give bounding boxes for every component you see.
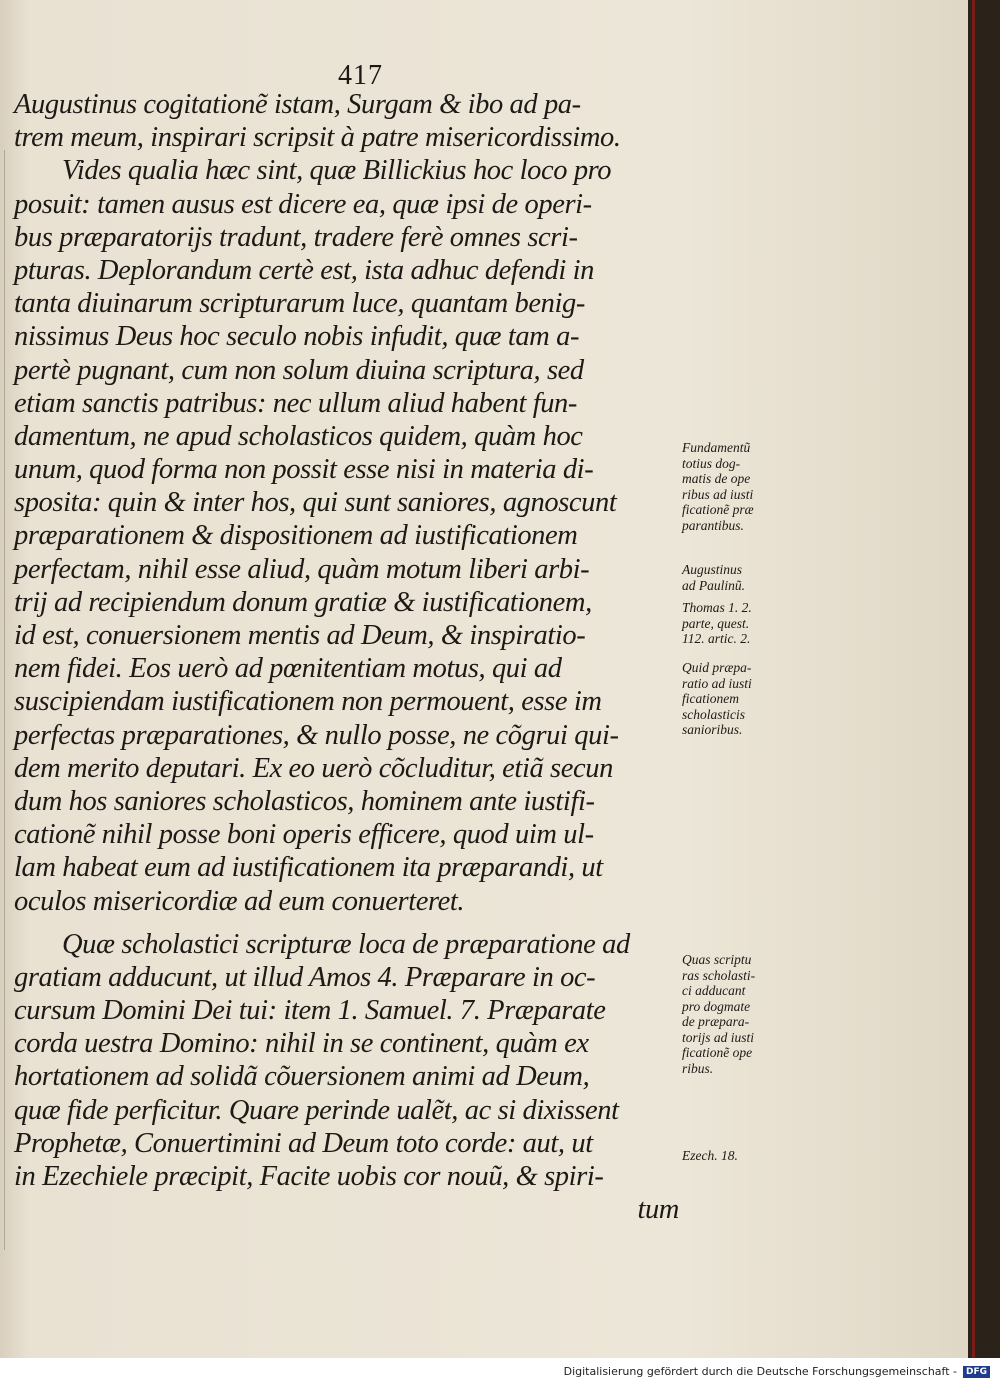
- margin-note-line: ribus.: [682, 1060, 714, 1076]
- text-line: Vides qualia hæc sint, quæ Billickius hoc loco pro: [62, 155, 612, 187]
- text-line: etiam sanctis patribus: nec ullum aliud habent fun-: [14, 387, 578, 419]
- text-line: in Ezechiele præcipit, Facite uobis cor nouũ, & spiri-: [14, 1161, 604, 1192]
- text-line: gratiam adducunt, ut illud Amos 4. Præparare in oc-: [14, 961, 596, 993]
- margin-note-line: Fundamentũ: [682, 440, 751, 455]
- margin-note: [682, 562, 802, 593]
- footer-text: Digitalisierung gefördert durch die Deutsche Forschungsgemeinschaft -: [563, 1365, 957, 1378]
- text-line: oculos misericordiæ ad eum conuerteret.: [14, 885, 465, 917]
- margin-note-line: pro dogmate: [682, 998, 751, 1014]
- text-line: perfectam, nihil esse aliud, quàm motum liberi arbi-: [14, 553, 590, 585]
- text-line: Quæ scholastici scripturæ loca de præparatione ad: [62, 928, 630, 960]
- text-line: Prophetæ, Conuertimini ad Deum toto corde: aut, ut: [14, 1127, 593, 1159]
- margin-note: [682, 660, 802, 738]
- margin-note-line: Augustinus: [682, 562, 743, 577]
- text-line: quæ fide perficitur. Quare perinde ualẽt, ac si dixissent: [14, 1094, 619, 1126]
- text-line: pturas. Deplorandum certè est, ista adhuc defendi in: [14, 254, 594, 286]
- margin-note-line: Ezech. 18.: [682, 1148, 738, 1163]
- margin-note: [682, 440, 802, 533]
- text-line: unum, quod forma non possit esse nisi in materia di-: [14, 454, 594, 486]
- margin-note-line: Quid præpa-: [682, 660, 752, 675]
- margin-note-line: ficationẽ ope: [682, 1045, 753, 1060]
- margin-note-line: sanioribus.: [682, 722, 743, 737]
- margin-note: [682, 600, 802, 647]
- text-line: præparationem & dispositionem ad iustificationem: [14, 520, 578, 552]
- text-line: lam habeat eum ad iustificationem ita præparandi, ut: [14, 852, 603, 884]
- text-line: trem meum, inspirari scripsit à patre misericordissimo.: [14, 122, 621, 154]
- text-line: trij ad recipiendum donum gratiæ & iustificationem,: [14, 586, 592, 618]
- text-line: sposita: quin & inter hos, qui sunt saniores, agnoscunt: [14, 487, 617, 519]
- margin-note-line: parte, quest.: [682, 615, 750, 631]
- margin-note-line: de præpara-: [682, 1014, 750, 1029]
- text-line: nem fidei. Eos uerò ad pœnitentiam motus, qui ad: [14, 653, 562, 685]
- margin-note-line: ci adducant: [682, 983, 746, 998]
- text-line: tum: [637, 1194, 679, 1226]
- margin-note-line: Quas scriptu: [682, 952, 752, 967]
- margin-note-line: ad Paulinũ.: [682, 577, 745, 593]
- margin-note-line: 112. artic. 2.: [682, 631, 751, 646]
- margin-note: [682, 1148, 802, 1164]
- dfg-logo-icon: DFG: [963, 1366, 990, 1378]
- page-number: 417: [338, 60, 383, 91]
- margin-note: [682, 952, 802, 1076]
- margin-note-line: ratio ad iusti: [682, 675, 752, 691]
- page-edge-rule: [4, 150, 5, 1250]
- text-line: suscipiendam iustificationem non permouent, esse im: [14, 686, 602, 718]
- book-spine: [968, 0, 1000, 1358]
- text-line: hortationem ad solidã cõuersionem animi ad Deum,: [14, 1061, 590, 1093]
- margin-note-line: ficationẽ præ: [682, 502, 754, 517]
- text-line: dem merito deputari. Ex eo uerò cõcluditur, etiã secun: [14, 752, 613, 784]
- margin-note-line: ficationem: [682, 691, 739, 706]
- text-line: posuit: tamen ausus est dicere ea, quæ ipsi de operi-: [14, 188, 592, 220]
- margin-note-line: ras scholasti-: [682, 967, 756, 983]
- margin-note-line: torijs ad iusti: [682, 1029, 755, 1045]
- margin-note-line: parantibus.: [682, 517, 744, 533]
- text-line: damentum, ne apud scholasticos quidem, quàm hoc: [14, 420, 583, 452]
- text-line: tanta diuinarum scripturarum luce, quantam benig-: [14, 288, 585, 320]
- text-line: cationẽ nihil posse boni operis efficere, quod uim ul-: [14, 819, 594, 851]
- margin-note-line: Thomas 1. 2.: [682, 600, 752, 615]
- text-line: bus præparatorijs tradunt, tradere ferè omnes scri-: [14, 221, 578, 253]
- text-line: Augustinus cogitationẽ istam, Surgam & ibo ad pa-: [14, 89, 581, 120]
- text-line: pertè pugnant, cum non solum diuina scriptura, sed: [14, 354, 584, 386]
- margin-note-line: scholasticis: [682, 706, 745, 722]
- body-text: [14, 88, 699, 1226]
- margin-note-line: matis de ope: [682, 471, 751, 486]
- text-line: id est, conuersionem mentis ad Deum, & inspiratio-: [14, 620, 586, 651]
- text-line: perfectas præparationes, & nullo posse, ne cõgrui qui-: [14, 719, 619, 751]
- text-line: cursum Domini Dei tui: item 1. Samuel. 7. Præparate: [14, 995, 606, 1027]
- text-line: nissimus Deus hoc seculo nobis infudit, quæ tam a-: [14, 321, 580, 353]
- text-line: dum hos saniores scholasticos, hominem ante iustifi-: [14, 785, 595, 817]
- margin-note-line: totius dog-: [682, 455, 741, 471]
- footer-bar: [0, 1358, 1000, 1385]
- text-line: corda uestra Domino: nihil in se continent, quàm ex: [14, 1028, 589, 1060]
- margin-note-line: ribus ad iusti: [682, 486, 754, 502]
